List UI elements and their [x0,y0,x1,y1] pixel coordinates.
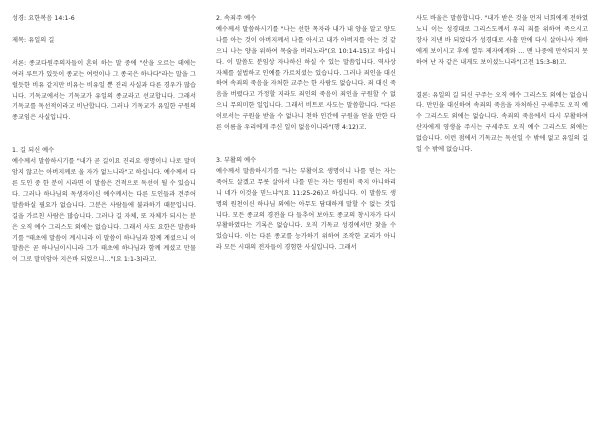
section-1-body: 예수께서 말씀하시기를 "내가 곧 길이요 진리요 생명이니 나로 말미암지 않고는 아버지께로 올 자가 없느니라"고 하십니다. 예수께서 다른 도인 중 한 분이 시라면 이 말씀은 건적으로 독선이 될 수 있습니다. 그러나 하나님의 독생자이신 예수께서는 다른 도인들과 견주어 말씀하실 필요가 없습니다. 그분은 사람들에 불과하기 때문입니다. 길을 가르친 사람은 많습니다. 그러나 길 자체, 또 자체가 되시는 분은 오직 예수 그리스도 외에는 없습니다. 그래서 사도 요한은 말씀하기를 "태초에 말씀이 계시니라 이 말씀이 하나님과 함께 계셨으니 이 말씀은 곧 하나님이시니라 그가 태초에 하나님과 함께 계셨고 만물이 그로 말미암아 지은바 되었으니..."(요 1:1-3)라고. [12,158,196,264]
column-3 [416,14,588,156]
section-3-body: 예수께서 말씀하시기를 "나는 부활이요 생명이니 나를 믿는 자는 죽어도 살겠고 무릇 살아서 나를 믿는 자는 영원히 죽지 아니하리니 네가 이것을 믿느냐"(요 11:25-26)고 하십니다. 이 말씀도 생명의 원천이신 하나님 외에는 아무도 담대하게 말할 수 없는 것입니다. 모든 종교의 경전을 다 들추어 보아도 종교의 창시자가 다시 부활하였다는 기록은 없습니다. 오직 기독교 성경에서만 찾을 수 있습니다. 이는 다른 종교를 능가하기 위하여 조작한 교리가 아니라 모든 시대의 전자들이 경험한 사실입니다. 그래서 [216,167,396,252]
introduction-paragraph: 서론: 종교다원주의자들이 흔히 하는 말 중에 "산을 오르는 데에는 여러 루트가 있듯이 종교는 여럿이나 그 종국은 하나다"라는 말을 그럴듯한 비유 같지만 비유는 비유일 뿐 진리 사실과 다른 경우가 많습니다. 기독교에서는 기독교가 유일의 종교라고 선교합니다. 그래서 기독교를 독선적이라고 비난합니다. 그러나 기독교가 유일한 구원의 종교임은 사실입니다. [12,59,196,122]
section-2-heading: 2. 속죄주 예수 [216,15,257,22]
conclusion-paragraph: 결론: 유일의 길 되신 구주는 오직 예수 그리스도 외에는 없습니다. 만민을 대신하여 속죄의 죽음을 자처하신 구세주도 오직 예수 그리스도 외에는 없습니다. 속죄의 죽음에서 다시 부활하여 산자에게 영생을 주시는 구세주도 오직 예수 그리스도 외에는 없습니다. 이런 점에서 기독교는 독선일 수 밖에 없고 유일의 길일 수 밖에 없습니다. [416,91,588,154]
section-1-heading: 1. 길 되신 예수 [12,147,55,155]
section-3-continuation: 사도 바울은 말씀합니다. "내가 받은 것을 먼저 너희에게 전하였노니 이는 성경대로 그리스도께서 우리 죄를 위하여 죽으시고 장사 지낸 바 되었다가 성경대로 사흘 만에 다시 살아나사 게바에게 보이시고 후에 열두 제자에게와 ... 맨 나중에 만삭되지 못하여 난 자 같은 내게도 보이셨느니라"(고전 15:3-8)고. [416,15,588,66]
column-1 [12,14,196,266]
sermon-title: 제목: 유일의 길 [12,36,55,44]
column-2 [216,14,396,254]
section-2-body: 예수께서 말씀하시기를 "나는 선한 목자라 내가 내 양을 알고 양도 나를 아는 것이 아버지께서 나를 아시고 내가 아버지를 아는 것 같으니 나는 양을 위하여 목숨을 버리노라"(요 10:14-15)고 하십니다. 이 말씀도 분임상 자나하신 하실 수 있는 말씀입니다. 역사상 자체를 설법하고 인예를 가르치셨는 있습니다. 그러나 죄인을 대신하여 속죄의 죽음을 자처한 교주는 한 사람도 없습니다. 죄 대신 죽음을 버렸다고 가정할 지라도 죄인의 죽음이 죄인을 구원할 수 없으니 무의미한 일입니다. 그래서 비트로 사도는 말씀합니다. "다른 이로서는 구원을 받을 수 없나니 천하 인간에 구원을 얻을 만한 다른 이름을 우리에게 주신 일이 없음이니라"(행 4:12)고. [216,25,396,132]
section-3-heading: 3. 부활의 예수 [216,156,257,164]
scripture-reference: 성경: 요한복음 14:1-6 [12,15,75,22]
